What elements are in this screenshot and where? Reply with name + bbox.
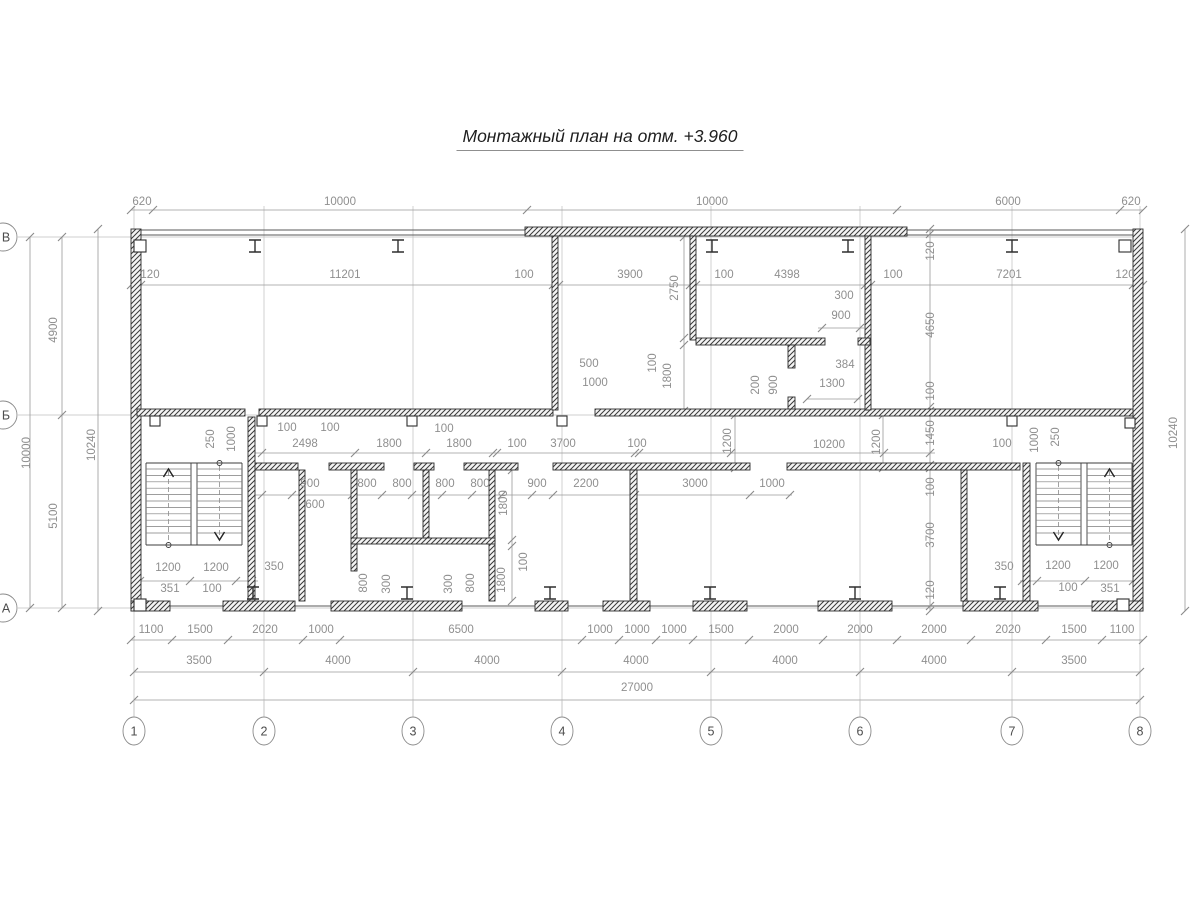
grid-lines (18, 206, 1143, 716)
dim-label: 1500 (708, 624, 734, 636)
dim-label: 800 (465, 573, 477, 593)
dim-label: 2498 (292, 438, 318, 450)
axis-bubble-label: Б (1, 408, 11, 423)
dim-label: 800 (358, 573, 370, 593)
dim-label: 4000 (325, 655, 351, 667)
dim-label: 100 (925, 477, 937, 497)
dim-label: 1800 (498, 490, 510, 516)
dim-label: 2020 (252, 624, 278, 636)
dim-label: 3700 (925, 522, 937, 548)
dim-label: 1000 (661, 624, 687, 636)
dim-label: 2020 (995, 624, 1021, 636)
dim-label: 620 (1121, 196, 1141, 208)
dim-label: 2000 (847, 624, 873, 636)
dimension-labels (21, 196, 1180, 694)
dim-label: 900 (527, 478, 547, 490)
dim-label: 620 (132, 196, 152, 208)
dim-label: 600 (305, 499, 325, 511)
dim-label: 100 (883, 269, 903, 281)
dim-label: 10200 (813, 439, 845, 451)
dim-label: 1000 (308, 624, 334, 636)
dim-label: 500 (579, 358, 599, 370)
dim-label: 1200 (1093, 560, 1119, 572)
dim-label: 7201 (996, 269, 1022, 281)
dim-label: 900 (768, 375, 780, 395)
drawing-title: Монтажный план на отм. +3.960 (457, 126, 744, 151)
dim-label: 2000 (773, 624, 799, 636)
dim-label: 1200 (722, 428, 734, 454)
dim-label: 1300 (819, 378, 845, 390)
dim-label: 4000 (623, 655, 649, 667)
dim-label: 100 (992, 438, 1012, 450)
dim-label: 350 (264, 561, 284, 573)
dim-label: 1200 (1045, 560, 1071, 572)
dim-label: 300 (443, 574, 455, 594)
dim-label: 6500 (448, 624, 474, 636)
dim-label: 2200 (573, 478, 599, 490)
dim-label: 6000 (995, 196, 1021, 208)
dim-label: 11201 (329, 269, 361, 281)
dim-label: 351 (160, 583, 180, 595)
dim-label: 1800 (662, 363, 674, 389)
axis-bubble-label: В (1, 230, 11, 245)
dim-label: 351 (1100, 583, 1120, 595)
dim-label: 10000 (696, 196, 728, 208)
dim-label: 1100 (138, 624, 164, 636)
dim-label: 250 (1050, 427, 1062, 447)
dim-label: 1000 (587, 624, 613, 636)
axis-bubble-label: 6 (856, 724, 864, 739)
dim-label: 10000 (21, 437, 33, 469)
dim-label: 100 (202, 583, 222, 595)
dim-label: 4000 (772, 655, 798, 667)
dim-label: 3500 (1061, 655, 1087, 667)
dim-label: 4398 (774, 269, 800, 281)
dim-label: 800 (357, 478, 377, 490)
dim-label: 100 (320, 422, 340, 434)
dim-label: 1000 (226, 426, 238, 452)
dim-label: 4650 (925, 312, 937, 338)
dim-label: 100 (714, 269, 734, 281)
dim-label: 200 (750, 375, 762, 395)
dim-label: 100 (627, 438, 647, 450)
axis-bubble-label: 2 (260, 724, 268, 739)
dim-label: 120 (140, 269, 160, 281)
dim-label: 1000 (1029, 427, 1041, 453)
axis-bubble-label: 1 (130, 724, 138, 739)
axis-bubble-label: 7 (1008, 724, 1016, 739)
dim-label: 100 (647, 353, 659, 373)
dim-label: 1450 (925, 420, 937, 446)
axis-bubble-label: 4 (558, 724, 566, 739)
dim-label: 1200 (155, 562, 181, 574)
dim-label: 1800 (496, 567, 508, 593)
dim-label: 1800 (446, 438, 472, 450)
dim-label: 300 (381, 574, 393, 594)
dim-label: 100 (514, 269, 534, 281)
dim-label: 1000 (759, 478, 785, 490)
dim-label: 120 (925, 241, 937, 261)
dim-label: 1100 (1109, 624, 1135, 636)
dim-label: 800 (470, 478, 490, 490)
dim-label: 10000 (324, 196, 356, 208)
dim-label: 100 (1058, 582, 1078, 594)
dim-label: 800 (435, 478, 455, 490)
dim-label: 900 (831, 310, 851, 322)
dim-label: 4900 (48, 317, 60, 343)
dim-label: 10240 (1168, 417, 1180, 449)
stairs (146, 461, 1132, 548)
axis-bubble-label: 8 (1136, 724, 1144, 739)
dim-label: 10240 (86, 429, 98, 461)
axis-bubble-label: 3 (409, 724, 417, 739)
dim-label: 27000 (621, 682, 653, 694)
dim-label: 300 (834, 290, 854, 302)
dim-label: 3000 (682, 478, 708, 490)
dim-label: 100 (434, 423, 454, 435)
axis-bubble-label: 5 (707, 724, 715, 739)
dim-label: 900 (300, 478, 320, 490)
axis-bubble-label: А (1, 601, 11, 616)
dim-label: 4000 (474, 655, 500, 667)
dim-label: 1000 (624, 624, 650, 636)
dim-label: 1800 (376, 438, 402, 450)
dim-label: 100 (277, 422, 297, 434)
dim-label: 350 (994, 561, 1014, 573)
dim-label: 100 (925, 381, 937, 401)
dim-label: 1000 (582, 377, 608, 389)
dim-label: 120 (1115, 269, 1135, 281)
dim-label: 3900 (617, 269, 643, 281)
dim-label: 3700 (550, 438, 576, 450)
dim-label: 100 (518, 552, 530, 572)
dim-label: 1200 (871, 429, 883, 455)
dim-label: 100 (507, 438, 527, 450)
dim-label: 5100 (48, 503, 60, 529)
dim-label: 2000 (921, 624, 947, 636)
dim-label: 1200 (203, 562, 229, 574)
dim-label: 4000 (921, 655, 947, 667)
dim-label: 800 (392, 478, 412, 490)
dim-label: 2750 (669, 275, 681, 301)
dim-label: 3500 (186, 655, 212, 667)
dim-label: 120 (925, 580, 937, 600)
dim-label: 1500 (1061, 624, 1087, 636)
dim-label: 384 (835, 359, 855, 371)
dim-label: 1500 (187, 624, 213, 636)
dim-label: 250 (205, 429, 217, 449)
